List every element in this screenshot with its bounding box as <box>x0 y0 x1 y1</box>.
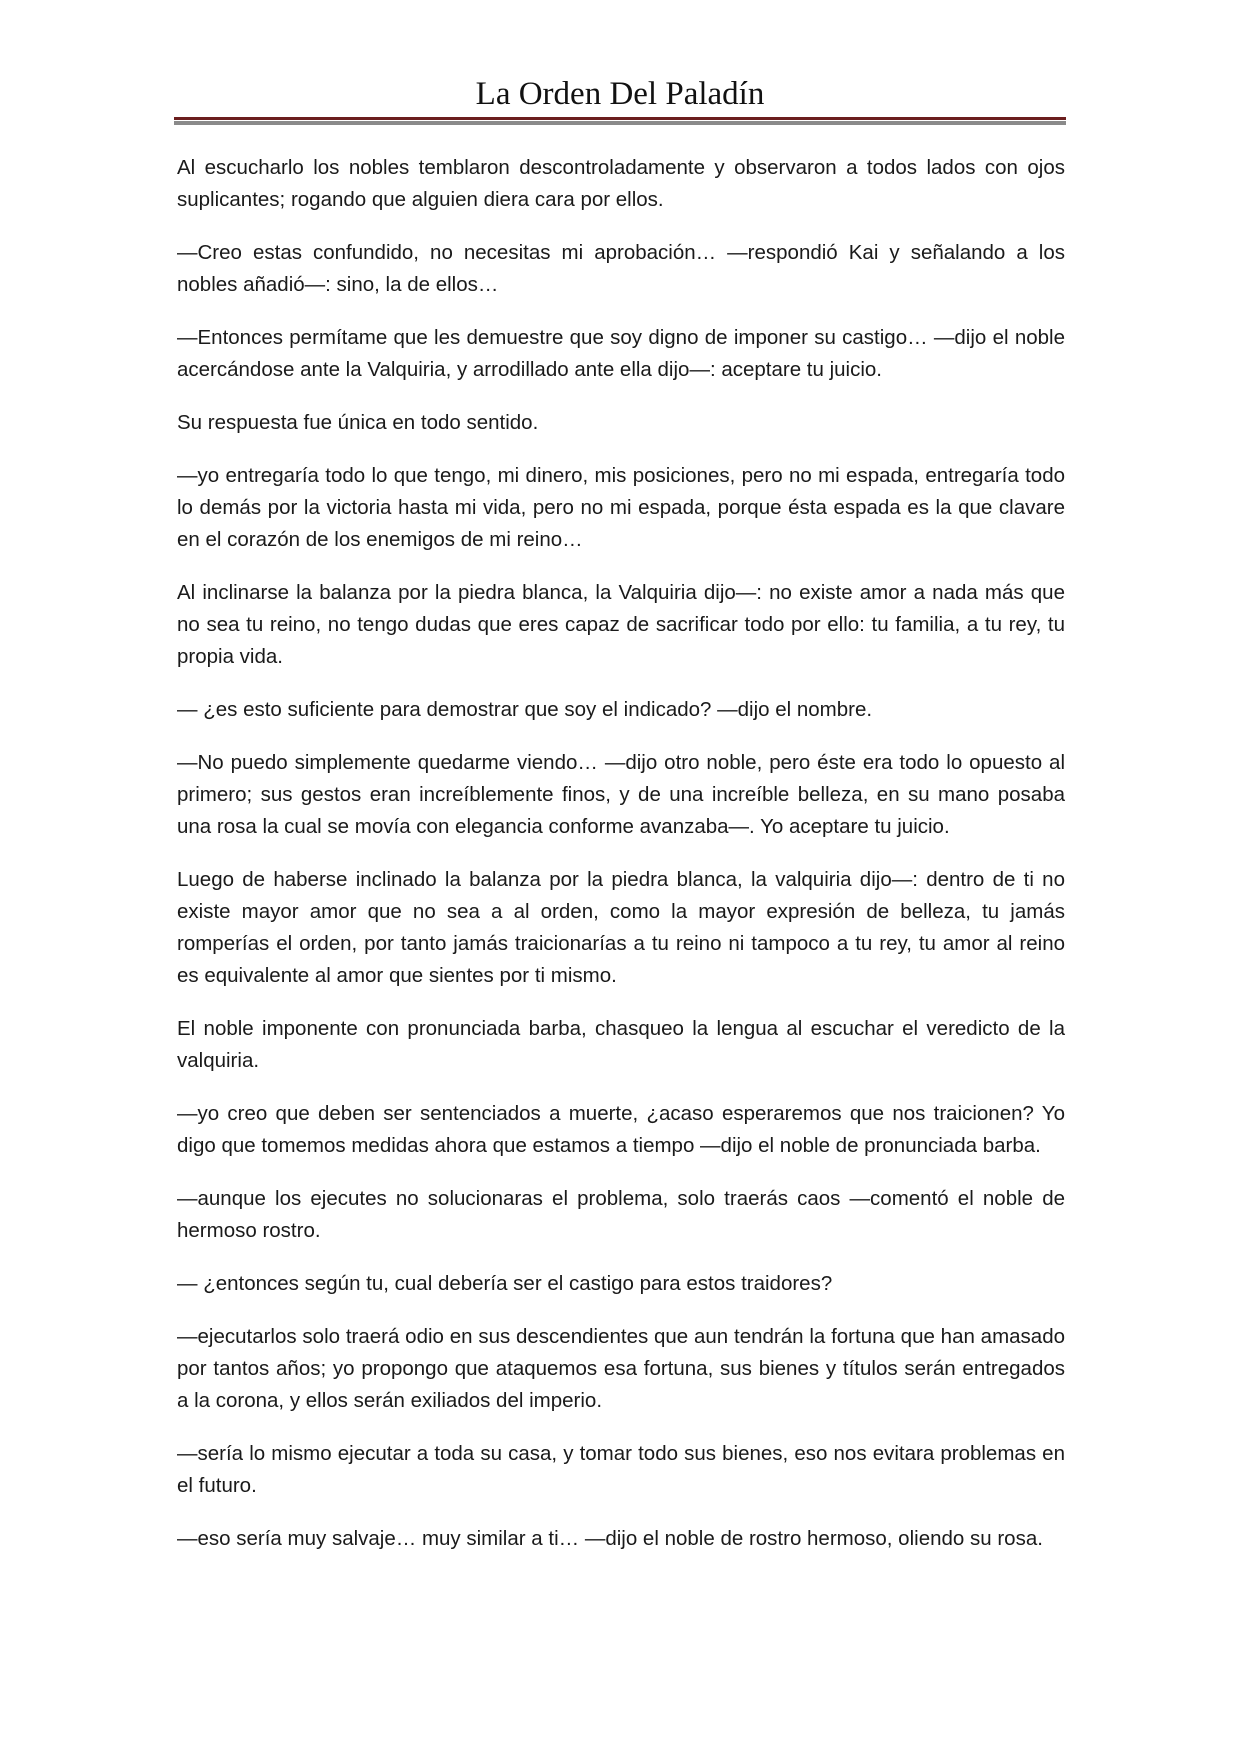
page-title: La Orden Del Paladín <box>475 76 765 112</box>
paragraph: —Entonces permítame que les demuestre que soy digno de imponer su castigo… —dijo el noble acercándose ante la Valquiria, y arrodillado ante ella dijo—: aceptare tu juicio. <box>177 326 1065 381</box>
paragraph: —eso sería muy salvaje… muy similar a ti… —dijo el noble de rostro hermoso, oliendo su rosa. <box>177 1527 1043 1550</box>
page-header <box>174 70 1066 118</box>
header-rule-bottom <box>174 121 1066 125</box>
paragraph: — ¿es esto suficiente para demostrar que soy el indicado? —dijo el nombre. <box>177 698 873 721</box>
paragraph: —Creo estas confundido, no necesitas mi aprobación… —respondió Kai y señalando a los nobles añadió—: sino, la de ellos… <box>177 241 1065 296</box>
paragraph: Al escucharlo los nobles temblaron descontroladamente y observaron a todos lados con ojos suplicantes; rogando que alguien diera cara por ellos. <box>177 156 1065 211</box>
paragraph: — ¿entonces según tu, cual debería ser el castigo para estos traidores? <box>177 1272 833 1295</box>
paragraph: —sería lo mismo ejecutar a toda su casa, y tomar todo sus bienes, eso nos evitara problemas en el futuro. <box>177 1442 1065 1497</box>
paragraph: Al inclinarse la balanza por la piedra blanca, la Valquiria dijo—: no existe amor a nada más que no sea tu reino, no tengo dudas que eres capaz de sacrificar todo por ello: tu familia, a tu rey, tu propia vida. <box>177 581 1065 668</box>
paragraph: —No puedo simplemente quedarme viendo… —dijo otro noble, pero éste era todo lo opuesto al primero; sus gestos eran increíblemente finos, y de una increíble belleza, en su mano posaba una rosa la cual se movía con elegancia conforme avanzaba—. Yo aceptare tu juicio. <box>177 751 1065 838</box>
paragraph: —aunque los ejecutes no solucionaras el problema, solo traerás caos —comentó el noble de hermoso rostro. <box>177 1187 1065 1242</box>
paragraph: Su respuesta fue única en todo sentido. <box>177 411 539 434</box>
paragraph: —yo creo que deben ser sentenciados a muerte, ¿acaso esperaremos que nos traicionen? Yo digo que tomemos medidas ahora que estamos a tiempo —dijo el noble de pronunciada barba. <box>177 1102 1065 1157</box>
paragraph: —ejecutarlos solo traerá odio en sus descendientes que aun tendrán la fortuna que han amasado por tantos años; yo propongo que ataquemos esa fortuna, sus bienes y títulos serán entregados a la corona, y ellos serán exiliados del imperio. <box>177 1325 1065 1412</box>
body-text <box>177 152 1065 1576</box>
paragraph: El noble imponente con pronunciada barba, chasqueo la lengua al escuchar el veredicto de la valquiria. <box>177 1017 1065 1072</box>
paragraph: —yo entregaría todo lo que tengo, mi dinero, mis posiciones, pero no mi espada, entregaría todo lo demás por la victoria hasta mi vida, pero no mi espada, porque ésta espada es la que clavare en el corazón de los enemigos de mi reino… <box>177 464 1065 551</box>
paragraph: Luego de haberse inclinado la balanza por la piedra blanca, la valquiria dijo—: dentro de ti no existe mayor amor que no sea a al orden, como la mayor expresión de belleza, tu jamás romperías el orden, por tanto jamás traicionarías a tu reino ni tampoco a tu rey, tu amor al reino es equivalente al amor que sientes por ti mismo. <box>177 868 1065 987</box>
header-rule-top <box>174 117 1066 120</box>
